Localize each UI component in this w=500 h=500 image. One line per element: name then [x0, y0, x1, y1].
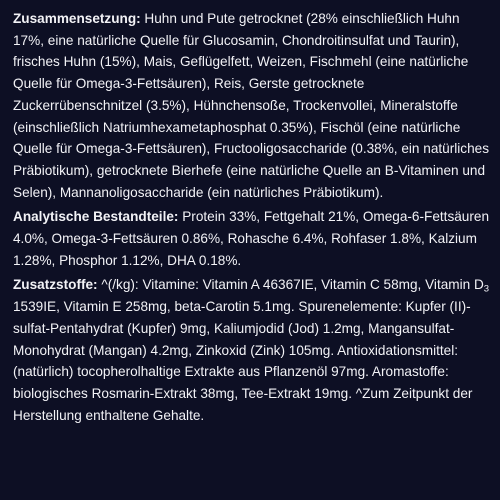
- composition-text: Huhn und Pute getrocknet (28% einschließlich Huhn 17%, eine natürliche Quelle für Glucosamin, Chondroitinsulfat und Taurin), frisches Huhn (15%), Mais, Geflügelfett, Weizen, Fischmehl (eine natürliche Quelle für Omega-3-Fettsäuren), Reis, Gerste getrocknete Zuckerrübenschnitzel (3.5%), Hühnchensoße, Trockenvollei, Mineralstoffe (einschließlich Natriumhexametaphosphat 0.35%), Fischöl (eine natürliche Quelle für Omega-3-Fettsäuren), Fructooligosaccharide (0.38%, ein natürliches Präbiotikum), getrocknete Bierhefe (eine natürliche Quelle an B-Vitaminen und Selen), Mannanoligosaccharide (ein natürliches Präbiotikum).: [13, 11, 490, 200]
- additives-text-part-1: ^(/kg): Vitamine: Vitamin A 46367IE, Vitamin C 58mg, Vitamin D: [97, 277, 484, 293]
- analytical-text: Protein 33%, Fettgehalt 21%, Omega-6-Fettsäuren 4.0%, Omega-3-Fettsäuren 0.86%, Rohasche 6.4%, Rohfaser 1.8%, Kalzium 1.28%, Phosphor 1.12%, DHA 0.18%.: [13, 209, 490, 268]
- analytical-section: [13, 206, 492, 271]
- additives-label: Zusatzstoffe:: [13, 277, 98, 293]
- additives-section: [13, 274, 492, 426]
- composition-section: [13, 8, 492, 203]
- composition-label: Zusammensetzung:: [13, 11, 141, 26]
- additives-text-part-2: 1539IE, Vitamin E 258mg, beta-Carotin 5.1mg. Spurenelemente: Kupfer (II)-sulfat-Pentahydrat (Kupfer) 9mg, Kaliumjodid (Jod) 1.2mg, Mangansulfat-Monohydrat (Mangan) 4.2mg, Zinkoxid (Zink) 105mg. Antioxidationsmittel: (natürlich) tocopherolhaltige Extrakte aus Pflanzenöl 97mg. Aromastoffe: biologisches Rosmarin-Extrakt 38mg, Tee-Extrakt 19mg. ^Zum Zeitpunkt der Herstellung enthaltene Gehalte.: [13, 299, 473, 423]
- analytical-label: Analytische Bestandteile:: [13, 209, 179, 225]
- vitamin-d-subscript: 3: [483, 283, 490, 295]
